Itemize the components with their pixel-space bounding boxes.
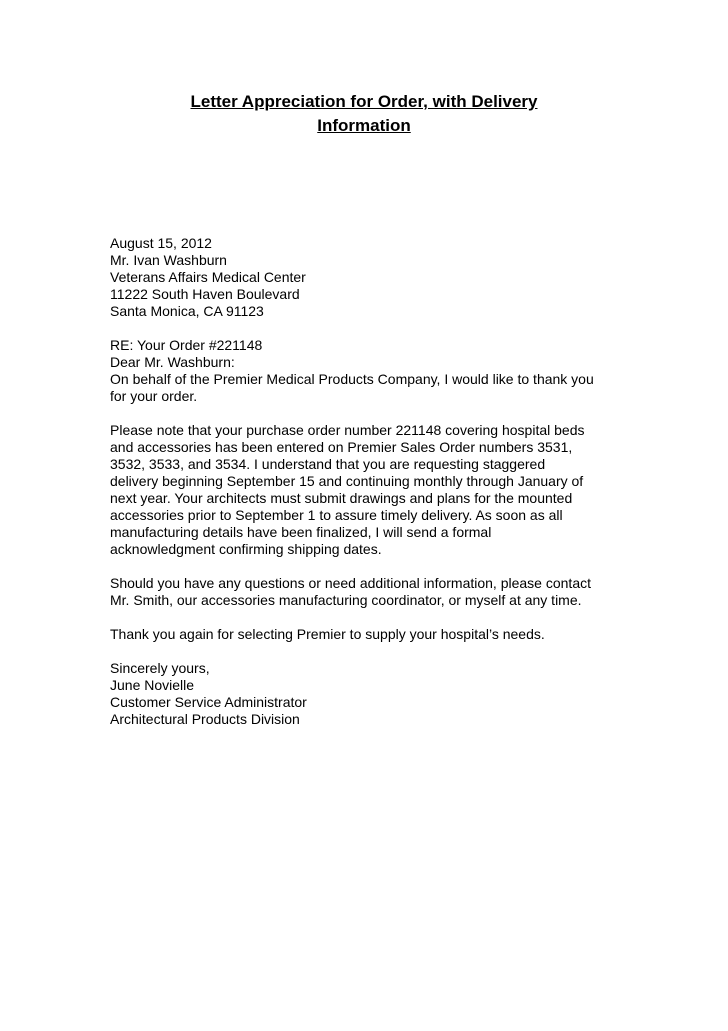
paragraph-line: On behalf of the Premier Medical Products Company, I would like to thank you (110, 371, 594, 387)
letter-date: August 15, 2012 (110, 235, 212, 251)
paragraph-thank-you-again (110, 626, 630, 643)
signature-block (110, 677, 630, 728)
paragraph-line: delivery beginning September 15 and continuing monthly through January of (110, 473, 584, 489)
letter-title (110, 90, 618, 138)
recipient-organization: Veterans Affairs Medical Center (110, 269, 306, 285)
letter-title-line-2: Information (317, 116, 411, 135)
paragraph-line: 3532, 3533, and 3534. I understand that you are requesting staggered (110, 456, 546, 472)
reference-line: RE: Your Order #221148 (110, 337, 263, 353)
signature-name: June Novielle (110, 677, 195, 693)
paragraph-line: manufacturing details have been finalized, I will send a formal (110, 524, 492, 540)
paragraph-line: next year. Your architects must submit drawings and plans for the mounted (110, 490, 573, 506)
recipient-city: Santa Monica, CA 91123 (110, 303, 264, 319)
paragraph-thanks (110, 371, 630, 405)
salutation: Dear Mr. Washburn: (110, 354, 235, 370)
closing: Sincerely yours, (110, 660, 210, 676)
letter-title-line-1: Letter Appreciation for Order, with Delivery (190, 92, 538, 111)
paragraph-order-details (110, 422, 630, 558)
recipient-address (110, 252, 630, 320)
signature-title: Customer Service Administrator (110, 694, 307, 710)
paragraph-line: and accessories has been entered on Premier Sales Order numbers 3531, (110, 439, 573, 455)
paragraph-line: Thank you again for selecting Premier to supply your hospital’s needs. (110, 626, 545, 642)
paragraph-line: Mr. Smith, our accessories manufacturing coordinator, or myself at any time. (110, 592, 582, 608)
paragraph-line: accessories prior to September 1 to assure timely delivery. As soon as all (110, 507, 563, 523)
letter-body (110, 235, 630, 728)
paragraph-contact (110, 575, 630, 609)
recipient-name: Mr. Ivan Washburn (110, 252, 227, 268)
paragraph-line: for your order. (110, 388, 198, 404)
paragraph-line: acknowledgment confirming shipping dates. (110, 541, 382, 557)
paragraph-line: Please note that your purchase order number 221148 covering hospital beds (110, 422, 585, 438)
signature-division: Architectural Products Division (110, 711, 300, 727)
paragraph-line: Should you have any questions or need additional information, please contact (110, 575, 591, 591)
recipient-street: 11222 South Haven Boulevard (110, 286, 300, 302)
